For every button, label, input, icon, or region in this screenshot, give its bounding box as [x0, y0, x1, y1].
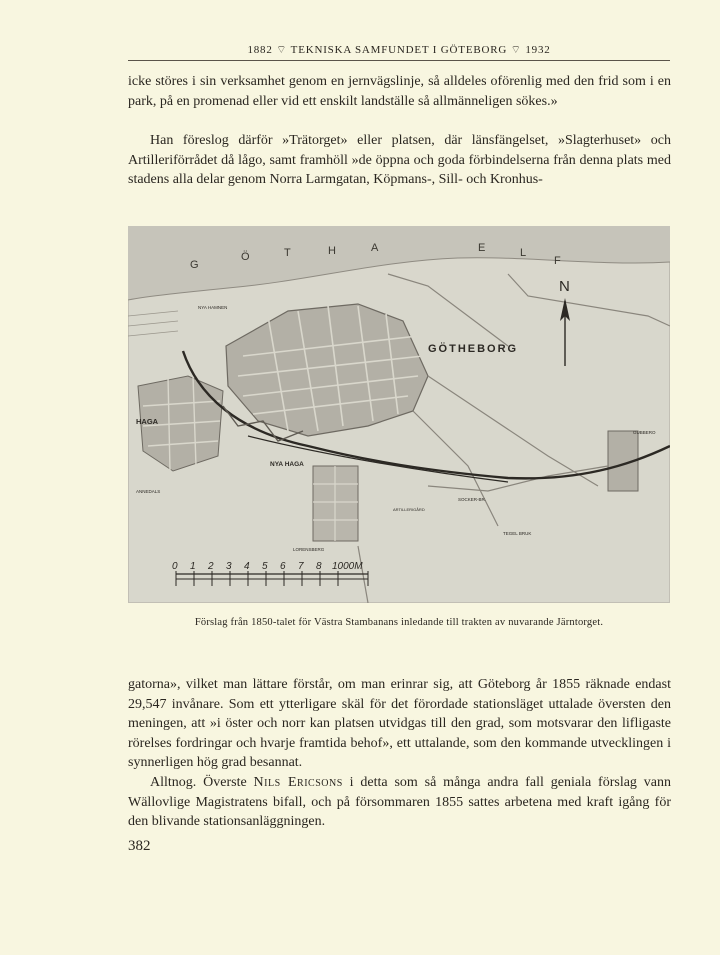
svg-text:A: A: [371, 242, 379, 254]
paragraph-2: Han föreslog därför »Trätorget» eller platsen, där länsfängelset, »Slagterhuset» och Artilleriförrådet då lågo, samt framhöll »de öppna och goda förbindelserna från denna plats med stadens alla delar genom Norra Larmgatan, Köpmans-, Sill- och Kronhus-: [128, 133, 671, 187]
north-label: N: [559, 278, 570, 295]
label-gubbero: GUBBERO: [633, 430, 656, 435]
svg-text:0: 0: [172, 561, 178, 572]
svg-text:6: 6: [280, 561, 286, 572]
person-name: Nils Ericsons: [253, 775, 343, 790]
label-lorensberg: LORENSBERG: [293, 547, 325, 552]
page-number: 382: [128, 838, 151, 854]
svg-text:F: F: [554, 255, 561, 267]
label-annedal: ANNEDALS: [136, 489, 161, 494]
svg-text:E: E: [478, 242, 486, 254]
historical-map: [128, 226, 670, 603]
label-nya-haga: NYA HAGA: [270, 461, 304, 468]
svg-text:1000M: 1000M: [332, 561, 363, 572]
svg-text:5: 5: [262, 561, 268, 572]
paragraph-3: gatorna», vilket man lättare förstår, om man erinrar sig, att Göteborg år 1855 räknade endast 29,547 invånare. Som ett ytterligare skäl för det förordade stationsläget uttalade översten den meningen, att »i öster och norr kan platsen utvidgas till den grad, som motsvarar den lifligaste rörelses fordringar och hvarje framtida behof», ett uttalande, som den kommande utvecklingen i synnerligen hög grad besannat.: [128, 677, 671, 770]
svg-text:1: 1: [190, 561, 196, 572]
running-head: 1882 ⌔ TEKNISKA SAMFUNDET I GÖTEBORG ⌔ 1932: [247, 44, 551, 56]
paragraph-4: [128, 773, 671, 832]
paragraph-1: icke störes i sin verksamhet genom en jernvägslinje, så alldeles oförenlig med den frid som i en park, på en promenad eller vid ett enskilt landställe så allmänneligen sökes.»: [128, 74, 671, 109]
svg-text:7: 7: [298, 561, 304, 572]
label-tegelbruk: TEGEL BRUK: [503, 531, 532, 536]
figure-caption: Förslag från 1850-talet för Västra Stambanans inledande till trakten av nuvarande Järntorget.: [194, 617, 604, 628]
svg-text:2: 2: [208, 561, 214, 572]
label-nya-hamnen: NYA HAMNEN: [198, 305, 228, 310]
svg-text:G: G: [190, 259, 199, 271]
svg-text:T: T: [284, 247, 291, 259]
svg-text:H: H: [328, 245, 336, 257]
svg-text:Ö: Ö: [241, 251, 250, 263]
header-rule: [128, 60, 670, 61]
city-label: GÖTHEBORG: [428, 343, 519, 355]
label-sockerbr: SOCKER-BR.: [458, 497, 487, 502]
nya-haga-blocks: [313, 466, 358, 541]
paragraph-4-start: Alltnog. Överste: [150, 775, 254, 790]
label-artilleri: ARTILLERIGÅRD: [393, 507, 425, 512]
svg-text:L: L: [520, 247, 527, 259]
label-haga: HAGA: [136, 417, 159, 426]
map-drawing: [128, 226, 670, 603]
svg-text:4: 4: [244, 561, 250, 572]
svg-text:8: 8: [316, 561, 322, 572]
svg-text:3: 3: [226, 561, 232, 572]
paragraph-4-rest: i detta som så många andra fall geniala förslag vann Wällovlige Magistratens bifall, och på försommaren 1855 sattes arbetena med kraft igång för den blivande stationsanläggningen.: [128, 775, 672, 829]
